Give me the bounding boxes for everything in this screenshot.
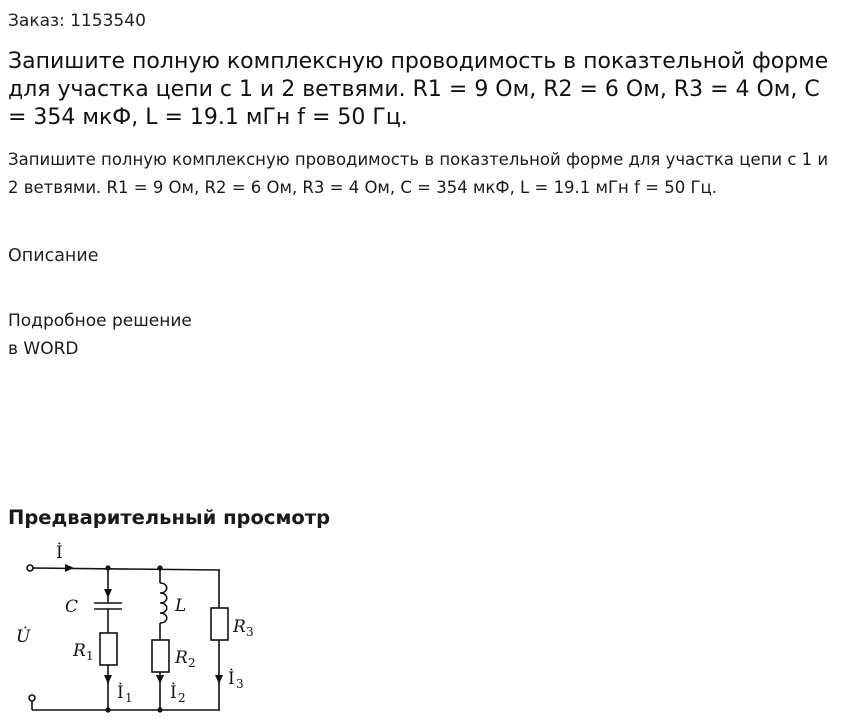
arrow-branch1-top bbox=[104, 589, 112, 598]
label-r1-sub: 1 bbox=[86, 649, 94, 663]
label-r3: R bbox=[233, 617, 246, 637]
junction-top-2 bbox=[157, 565, 162, 570]
task-description: Запишите полную комплексную проводимость в показтельной форме для участка цепи с 1 и 2 ветвями. R1 = 9 Ом, R2 = 6 Ом, R3 = 4 Ом, С = 354 мкФ, L = 19.1 мГн f = 50 Гц. bbox=[8, 150, 829, 197]
arrow-i3 bbox=[215, 675, 223, 684]
junction-bottom-1 bbox=[105, 707, 110, 712]
preview-heading: Предварительный просмотр bbox=[8, 506, 331, 529]
label-r2-sub: 2 bbox=[188, 656, 196, 670]
order-number: Заказ: 1153540 bbox=[8, 11, 146, 31]
label-r1: R bbox=[73, 641, 86, 661]
arrow-input-current bbox=[65, 564, 74, 572]
resistor-r3 bbox=[211, 608, 228, 640]
label-i2: İ bbox=[170, 683, 177, 703]
input-terminal-top bbox=[27, 565, 33, 571]
label-voltage: U̇ bbox=[16, 627, 31, 647]
arrow-i1 bbox=[104, 675, 112, 684]
solution-line-1: Подробное решение bbox=[8, 311, 192, 331]
label-i3-sub: 3 bbox=[236, 677, 244, 691]
resistor-r1 bbox=[100, 633, 117, 665]
label-input-current: İ bbox=[56, 543, 63, 563]
label-i3: İ bbox=[228, 669, 235, 689]
label-i1: İ bbox=[117, 683, 124, 703]
label-i2-sub: 2 bbox=[178, 691, 186, 705]
label-r3-sub: 3 bbox=[246, 625, 254, 639]
input-terminal-bottom bbox=[29, 695, 35, 701]
arrow-i2 bbox=[156, 675, 164, 684]
inductor-l bbox=[160, 583, 167, 623]
top-wire bbox=[33, 568, 220, 570]
label-r2: R bbox=[175, 648, 188, 668]
label-capacitor: C bbox=[65, 597, 79, 617]
label-inductor: L bbox=[175, 596, 187, 616]
solution-info bbox=[8, 307, 192, 363]
label-i1-sub: 1 bbox=[125, 691, 133, 705]
circuit-diagram bbox=[10, 538, 260, 720]
resistor-r2 bbox=[152, 640, 169, 672]
junction-bottom-2 bbox=[157, 707, 162, 712]
page-title: Запишите полную комплексную проводимость в показтельной форме для участка цепи с 1 и 2 ветвями. R1 = 9 Ом, R2 = 6 Ом, R3 = 4 Ом, С = 354 мкФ, L = 19.1 мГн f = 50 Гц. bbox=[8, 49, 829, 130]
description-heading: Описание bbox=[8, 246, 99, 266]
junction-top-1 bbox=[105, 565, 110, 570]
solution-line-2: в WORD bbox=[8, 339, 79, 359]
